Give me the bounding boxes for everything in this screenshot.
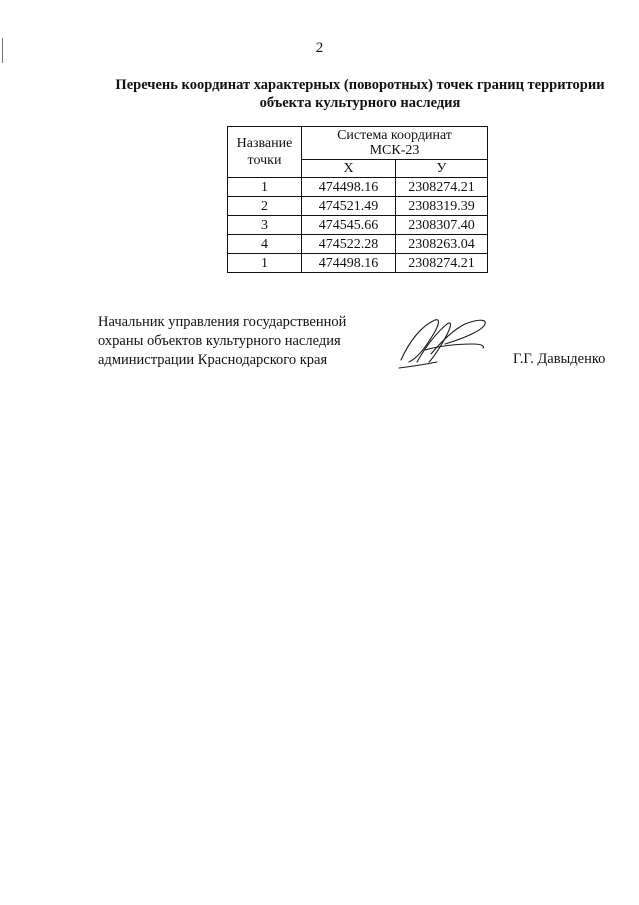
y-axis-header: У <box>396 160 488 178</box>
coordinate-system-header <box>302 127 488 160</box>
table-row <box>228 178 488 197</box>
handwritten-signature <box>395 312 491 372</box>
document-title-line-1: Перечень координат характерных (поворотных) точек границ территории <box>115 77 605 93</box>
document-title-line-2: объекта культурного наследия <box>259 95 461 111</box>
point-name-header-line-1: Название <box>236 136 293 151</box>
y-coordinate-cell: 2308274.21 <box>396 254 488 273</box>
point-number-cell: 2 <box>228 197 302 216</box>
x-coordinate-cell: 474498.16 <box>302 254 396 273</box>
coordinate-system-header-line-2: МСК-23 <box>369 143 420 158</box>
x-coordinate-cell: 474521.49 <box>302 197 396 216</box>
coordinate-system-header-line-1: Система координат <box>337 128 452 143</box>
y-coordinate-cell: 2308307.40 <box>396 216 488 235</box>
coordinates-table <box>227 126 488 273</box>
x-axis-header: Х <box>302 160 396 178</box>
table-row <box>228 197 488 216</box>
point-number-cell: 4 <box>228 235 302 254</box>
x-coordinate-cell: 474498.16 <box>302 178 396 197</box>
signatory-position-line-3: администрации Краснодарского края <box>98 352 328 368</box>
y-coordinate-cell: 2308319.39 <box>396 197 488 216</box>
point-number-cell: 1 <box>228 254 302 273</box>
table-row <box>228 235 488 254</box>
signer-name: Г.Г. Давыденко <box>513 351 606 367</box>
document-title <box>90 76 630 112</box>
signatory-position-line-2: охраны объектов культурного наследия <box>98 333 341 349</box>
x-coordinate-cell: 474545.66 <box>302 216 396 235</box>
x-coordinate-cell: 474522.28 <box>302 235 396 254</box>
page-number: 2 <box>315 40 324 56</box>
table-row <box>228 254 488 273</box>
table-header-row <box>228 127 488 160</box>
y-coordinate-cell: 2308263.04 <box>396 235 488 254</box>
signatory-position <box>98 313 346 370</box>
point-number-cell: 1 <box>228 178 302 197</box>
point-number-cell: 3 <box>228 216 302 235</box>
point-name-header-line-2: точки <box>247 153 282 168</box>
table-row <box>228 216 488 235</box>
y-coordinate-cell: 2308274.21 <box>396 178 488 197</box>
point-name-header <box>228 127 302 178</box>
signatory-position-line-1: Начальник управления государственной <box>98 314 347 330</box>
